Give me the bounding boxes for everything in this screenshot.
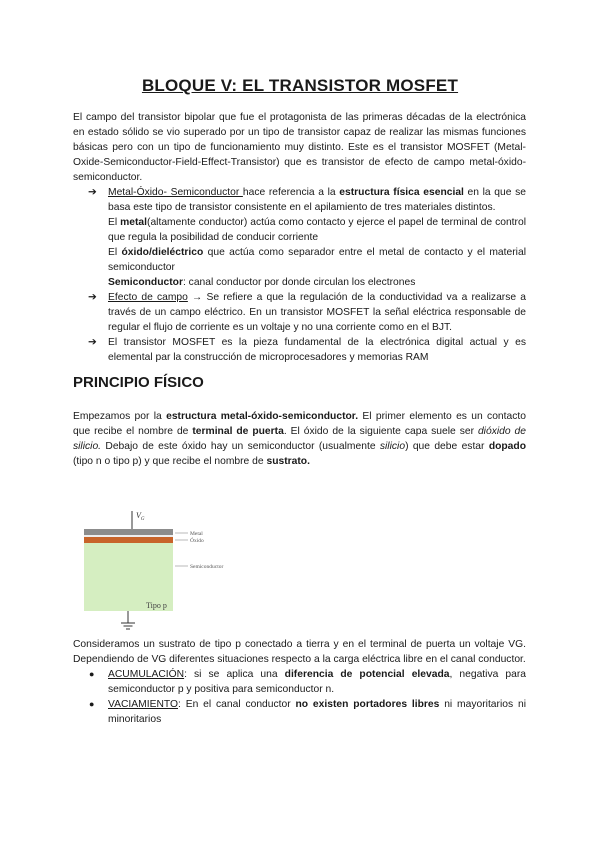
arrow-bullet-icon: ➔: [88, 337, 97, 348]
acumulacion-t1: : si se aplica una: [184, 669, 285, 680]
semi-text: : canal conductor por donde circulan los electrones: [182, 277, 416, 288]
metal-lead: El: [108, 217, 121, 228]
metal-label: Metal: [190, 531, 203, 537]
oxide-description: [73, 245, 526, 275]
oxide-bold: óxido/dieléctrico: [121, 247, 204, 258]
metal-description: [73, 215, 526, 245]
field-effect-text: Se refiere a que la regulación de la conductividad va a realizarse a través de un campo eléctrico. En un transistor MOSFET la señal eléctrica responsable de regular el flujo de corriente es un voltaje y no una corriente como en el BJT.: [108, 292, 526, 333]
oxide-label: Óxido: [190, 538, 204, 544]
bullet-vaciamiento: [73, 697, 526, 727]
dot-bullet-icon: ●: [89, 699, 95, 709]
oxide-layer: [84, 537, 173, 543]
p1-b3: dopado: [488, 441, 526, 452]
semi-bold: Semiconductor: [108, 277, 183, 288]
right-arrow-icon: →: [187, 292, 207, 303]
substrate-paragraph: Consideramos un sustrato de tipo p conectado a tierra y en el terminal de puerta un voltaje VG. Dependiendo de VG diferentes situaciones respecto a la carga eléctrica libre en el canal conductor.: [73, 639, 526, 665]
bullet-acumulacion: [73, 667, 526, 697]
p1-b2: terminal de puerta: [192, 426, 284, 437]
semiconductor-description: [73, 275, 526, 290]
p1-t5: ) que debe estar: [405, 441, 489, 452]
acumulacion-bold: diferencia de potencial elevada: [284, 669, 450, 680]
arrow-bullet-icon: ➔: [88, 292, 97, 303]
acumulacion-label: ACUMULACIÓN: [108, 669, 185, 680]
type-p-label: Tipo p: [146, 601, 167, 610]
bullet-mos-structure: [73, 185, 526, 215]
p1-b1: estructura metal-óxido-semiconductor.: [166, 411, 359, 422]
vaciamiento-label: VACIAMIENTO: [108, 699, 178, 710]
principle-text: [73, 409, 526, 469]
mos-structure-diagram: [80, 507, 250, 635]
mos-bold-text: estructura física esencial: [339, 187, 464, 198]
vaciamiento-bold: no existen portadores libres: [295, 699, 440, 710]
mos-text-a: hace referencia a la: [242, 187, 340, 198]
states-list: [73, 667, 526, 727]
metal-layer: [84, 529, 173, 535]
semiconductor-label: Semiconductor: [190, 564, 224, 570]
intro-paragraph: El campo del transistor bipolar que fue el protagonista de las primeras décadas de la electrónica en estado sólido se vio superado por un tipo de transistor capaz de realizar las mismas funciones básicas pero con un tipo de funcionamiento muy distinto. Este es el transistor MOSFET (Metal-Oxide-Semiconductor-Field-Effect-Transistor) que es transistor de efecto de campo metal-óxido-semiconductor.: [73, 112, 526, 183]
mos-text-b: en la que se basa este tipo de transistor consistente en el apilamiento de tres materiales distintos.: [108, 187, 526, 213]
bullet-mosfet-importance: [73, 335, 526, 365]
oxide-text: que actúa como separador entre el metal de contacto y el material semiconductor: [108, 247, 526, 273]
mos-bullet-list: [73, 185, 526, 365]
vaciamiento-t2: ni mayoritarios ni minoritarios: [108, 699, 526, 725]
vaciamiento-t1: : En el canal conductor: [178, 699, 296, 710]
p1-t2: El primer elemento es un contacto que recibe el nombre de: [73, 411, 526, 437]
oxide-lead: El: [108, 247, 122, 258]
section-heading-principio: PRINCIPIO FÍSICO: [73, 374, 204, 391]
acumulacion-t2: , negativa para semiconductor p y positiva para semiconductor n.: [108, 669, 527, 695]
ground-icon: [121, 623, 135, 629]
document-title: BLOQUE V: EL TRANSISTOR MOSFET: [141, 76, 459, 95]
p1-b4: sustrato.: [266, 456, 310, 467]
metal-oxide-gap: [84, 535, 173, 537]
principle-paragraph: [73, 409, 526, 469]
arrow-bullet-icon: ➔: [88, 187, 97, 198]
gate-voltage-label: $V_G$: [136, 511, 145, 522]
mosfet-importance-text: El transistor MOSFET es la pieza fundamental de la electrónica digital actual y es elemental par la construcción de microprocesadores y memorias RAM: [108, 337, 526, 363]
mos-link-text: Metal-Óxido- Semiconductor: [108, 187, 243, 198]
field-effect-link-text: Efecto de campo: [108, 292, 188, 303]
p1-t1: Empezamos por la: [73, 411, 167, 422]
p1-i2: silicio: [379, 441, 406, 452]
p1-i1: dióxido de silicio.: [73, 426, 526, 452]
metal-bold: metal: [120, 217, 148, 228]
intro-section: [73, 110, 526, 365]
p1-t6: (tipo n o tipo p) y que recibe el nombre de: [73, 456, 267, 467]
metal-text: (altamente conductor) actúa como contacto y ejerce el papel de terminal de control que regula la posibilidad de conducir corriente: [108, 217, 526, 243]
dot-bullet-icon: ●: [89, 669, 95, 679]
p1-t3: . El óxido de la siguiente capa suele ser: [283, 426, 478, 437]
bullet-field-effect: [73, 290, 526, 335]
substrate-section: [73, 637, 526, 727]
p1-t4: Debajo de este óxido hay un semiconductor (usualmente: [101, 441, 380, 452]
